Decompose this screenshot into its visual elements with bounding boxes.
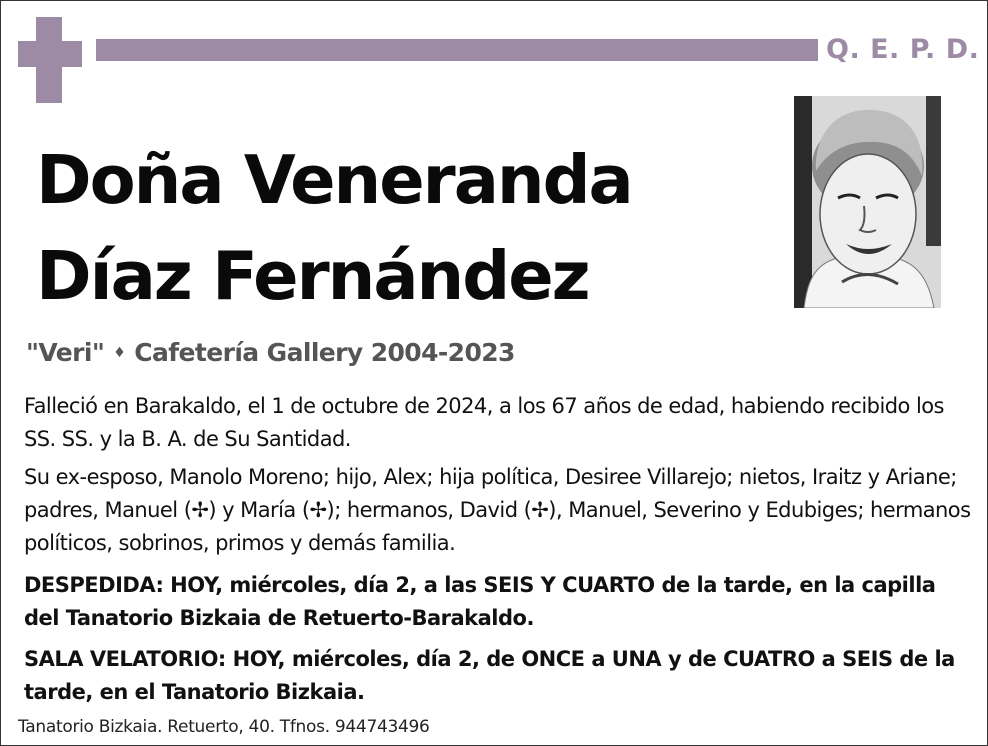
header-rule (96, 39, 818, 61)
wake-paragraph: SALA VELATORIO: HOY, miércoles, día 2, de ONCE a UNA y de CUATRO a SEIS de la tarde, en el Tanatorio Bizkaia. (24, 647, 955, 704)
death-notice-paragraph: Falleció en Barakaldo, el 1 de octubre de 2024, a los 67 años de edad, habiendo recibido los SS. SS. y la B. A. de Su Santidad. (24, 394, 944, 451)
portrait-photo (794, 96, 941, 308)
deceased-name (36, 132, 632, 324)
qepd-badge: Q. E. P. D. (826, 34, 980, 65)
cross-icon (18, 17, 82, 103)
diamond-separator-icon: ♦ (113, 345, 126, 361)
funeral-home-contact: Tanatorio Bizkaia. Retuerto, 40. Tfnos. 944743496 (18, 717, 430, 737)
name-line-2: Díaz Fernández (36, 237, 589, 315)
name-line-1: Doña Veneranda (36, 141, 632, 219)
subtitle (26, 338, 515, 367)
nickname: "Veri" (26, 338, 105, 367)
farewell-paragraph: DESPEDIDA: HOY, miércoles, día 2, a las SEIS Y CUARTO de la tarde, en la capilla del Tanatorio Bizkaia de Retuerto-Barakaldo. (24, 573, 936, 630)
family-paragraph: Su ex-esposo, Manolo Moreno; hijo, Alex; hija política, Desiree Villarejo; nietos, Iraitz y Ariane; padres, Manuel (✢) y María (✢); hermanos, David (✢), Manuel, Severino y Edubiges; hermanos políticos, sobrinos, primos y demás familia. (24, 465, 971, 555)
tagline: Cafetería Gallery 2004-2023 (134, 338, 515, 367)
